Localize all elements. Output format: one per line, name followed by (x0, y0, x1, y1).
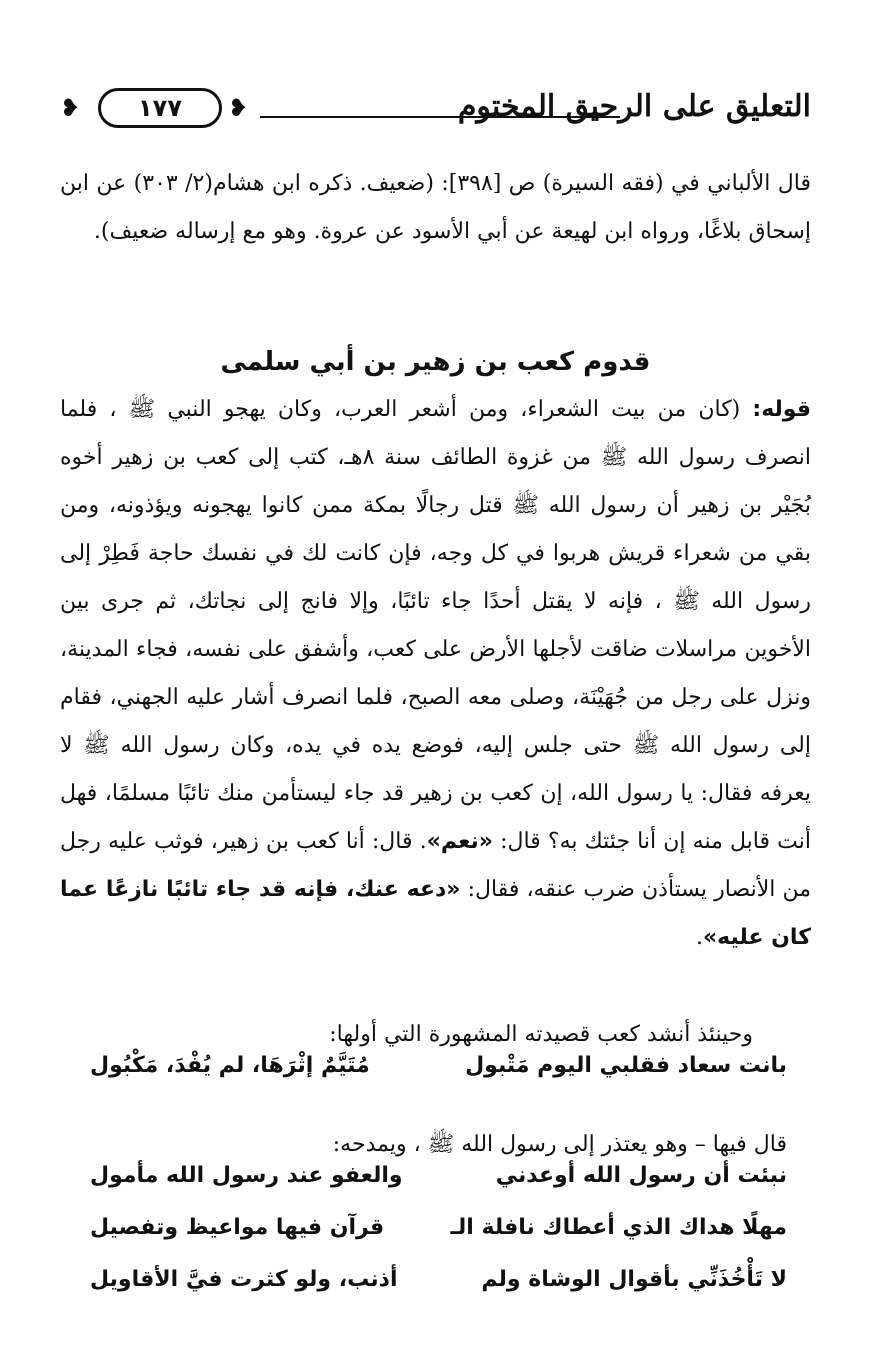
paragraph-text-2: . قال: أنا كعب بن زهير، فوثب عليه رجل من الأنصار يستأذن ضرب عنقه، فقال: (60, 829, 811, 902)
running-title: التعليق على الرحيق المختوم (457, 89, 811, 124)
verse-second-hemistich: أذنب، ولو كثرت فيَّ الأقاويل (90, 1267, 398, 1292)
poem-intro: وحينئذ أنشد كعب قصيدته المشهورة التي أولها: (329, 1022, 753, 1047)
poem-transition: قال فيها – وهو يعتذر إلى رسول الله ﷺ ، ويمدحه: (332, 1132, 787, 1157)
verse (60, 1042, 811, 1090)
ornament-icon: ❥ (228, 94, 249, 122)
verse (60, 1152, 811, 1200)
quote-yes: «نعم» (426, 829, 493, 854)
body-paragraph (60, 386, 811, 962)
quote-prophet: «دعه عنك، فإنه قد جاء تائبًا نازعًا عما كان عليه» (60, 877, 811, 950)
verse-second-hemistich: والعفو عند رسول الله مأمول (90, 1163, 403, 1188)
verse (60, 1256, 811, 1304)
verse (60, 1204, 811, 1252)
paragraph-text: (كان من بيت الشعراء، ومن أشعر العرب، وكان يهجو النبي ﷺ ، فلما انصرف رسول الله ﷺ من غزوة الطائف سنة ٨هـ، كتب إلى كعب بن زهير أخوه بُجَيْر بن زهير أن رسول الله ﷺ قتل رجالًا بمكة ممن كانوا يهجونه ويؤذونه، ومن بقي من شعراء قريش هربوا في كل وجه، فإن كانت لك في نفسك حاجة فَطِرْ إلى رسول الله ﷺ ، فإنه لا يقتل أحدًا جاء تائبًا، وإلا فانج إلى نجاتك، ثم جرى بين الأخوين مراسلات ضاقت لأجلها الأرض على كعب، وأشفق على نفسه، فجاء المدينة، ونزل على رجل من جُهَيْنَة، وصلى معه الصبح، فلما انصرف أشار عليه الجهني، فقام إلى رسول الله ﷺ حتى جلس إليه، فوضع يده في يده، وكان رسول الله ﷺ لا يعرفه فقال: يا رسول الله، إن كعب بن زهير قد جاء ليستأمن منك تائبًا مسلمًا، فهل أنت قابل منه إن أنا جئتك به؟ قال: (60, 397, 812, 854)
section-heading: قدوم كعب بن زهير بن أبي سلمى (220, 346, 651, 377)
ornament-icon: ❥ (60, 94, 81, 122)
verse-first-hemistich: نبئت أن رسول الله أوعدني (495, 1163, 787, 1188)
paragraph-end: . (695, 925, 703, 950)
page-number (98, 88, 222, 128)
verse-second-hemistich: قرآن فيها مواعيظ وتفصيل (90, 1215, 385, 1240)
page-header (60, 82, 811, 138)
page-number-text: ١٧٧ (138, 94, 182, 122)
verse-first-hemistich: بانت سعاد فقلبي اليوم مَتْبول (465, 1053, 787, 1078)
lead-word: قوله: (752, 397, 811, 422)
verse-second-hemistich: مُتَيَّمٌ إثْرَهَا، لم يُفْدَ، مَكْبُول (90, 1053, 370, 1078)
intro-paragraph: قال الألباني في (فقه السيرة) ص [٣٩٨]: (ضعيف. ذكره ابن هشام(٢/ ٣٠٣) عن ابن إسحاق بلاغًا، ورواه ابن لهيعة عن أبي الأسود عن عروة. وهو مع إرساله ضعيف). (60, 171, 811, 244)
verse-first-hemistich: مهلًا هداك الذي أعطاك نافلة الـ (450, 1215, 787, 1240)
verse-first-hemistich: لا تَأْخُذَنِّي بأقوال الوشاة ولم (481, 1267, 787, 1292)
